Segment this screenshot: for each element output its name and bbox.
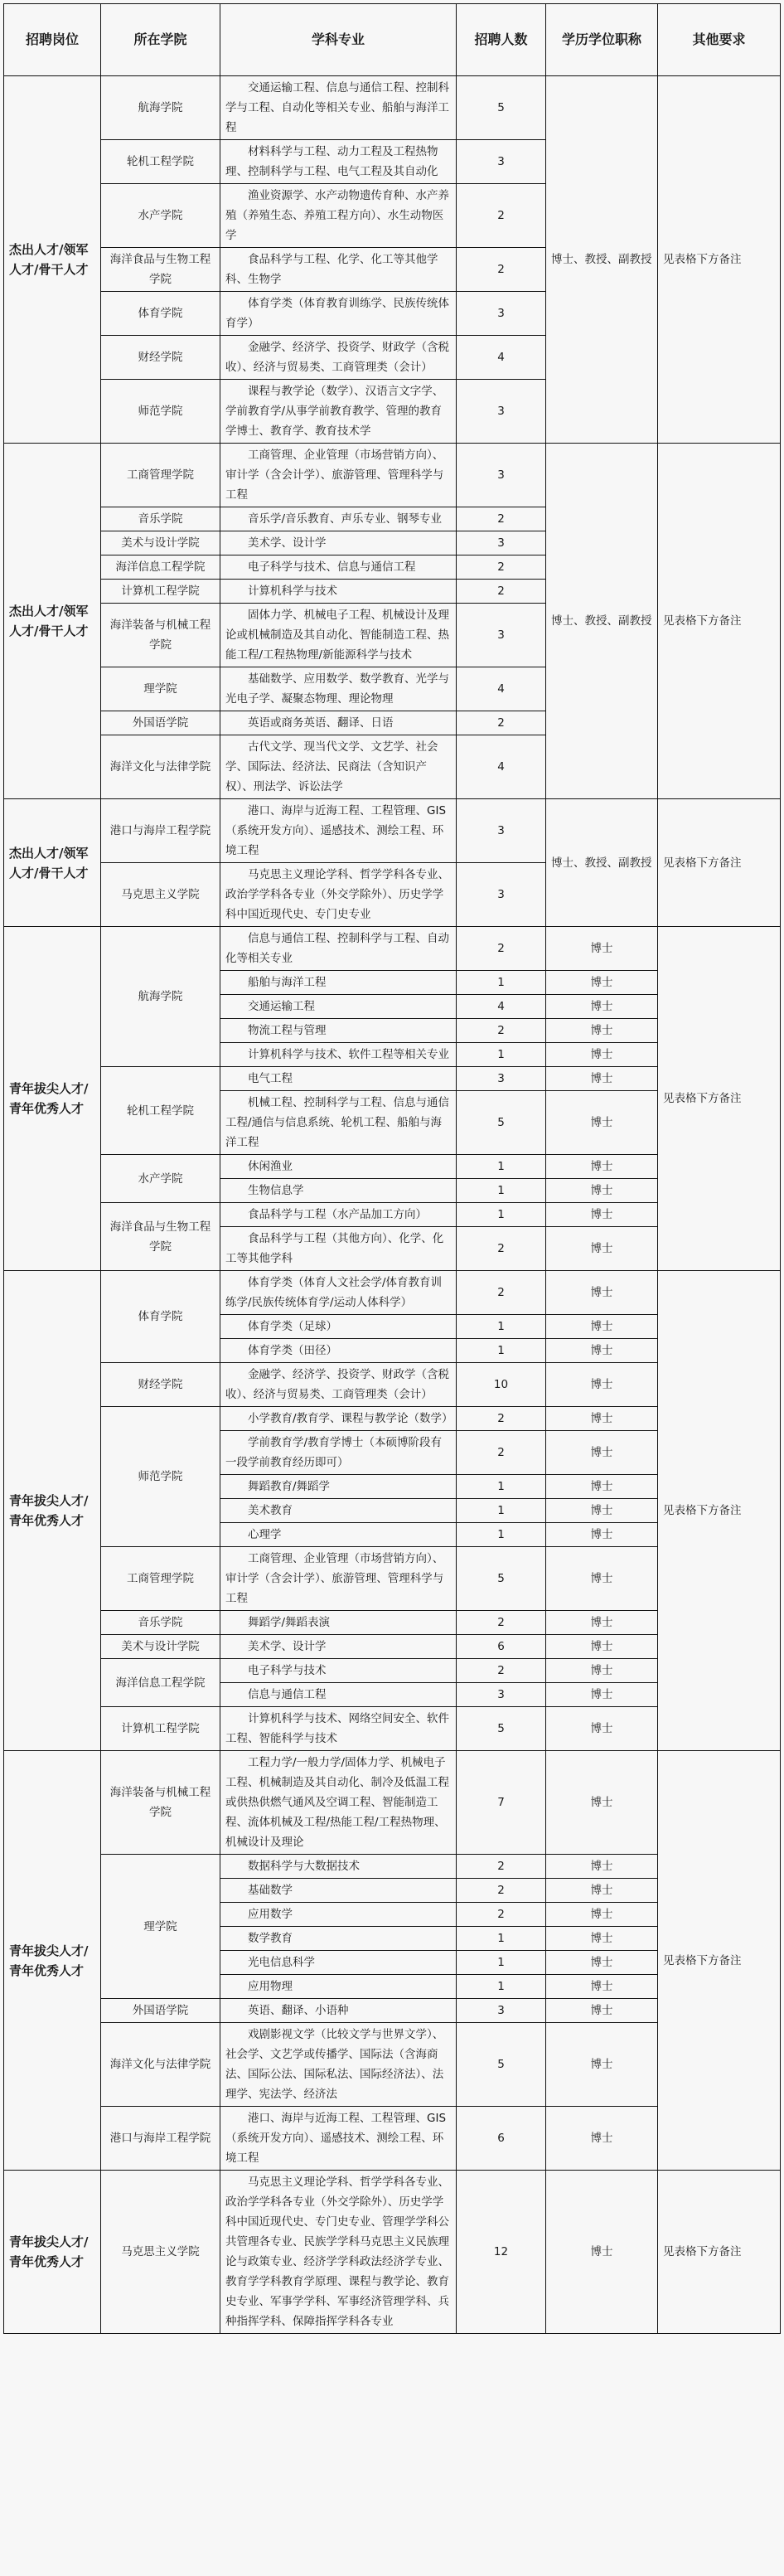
major-cell: 固体力学、机械电子工程、机械设计及理论或机械制造及其自动化、智能制造工程、热能工程/工程热物理/新能源科学与技术: [220, 604, 457, 667]
degree-cell: 博士: [546, 1271, 658, 1315]
degree-cell: 博士: [546, 1707, 658, 1751]
count-cell: 3: [457, 444, 546, 507]
recruitment-table: [3, 3, 781, 2334]
other-requirements-cell: 见表格下方备注: [658, 444, 781, 799]
major-cell: 马克思主义理论学科、哲学学科各专业、政治学学科各专业（外交学除外）、历史学学科中国近现代史、专门史专业、管理学学科公共管理各专业、民族学学科马克思主义民族理论与政策专业、经济学学科政法经济学专业、教育学学科教育学原理、课程与教学论、教育史专业、军事学学科、军事经济管理学科、兵种指挥学科、保障指挥学科各专业: [220, 2171, 457, 2334]
post-cell: 青年拔尖人才/青年优秀人才: [4, 927, 101, 1271]
count-cell: 2: [457, 507, 546, 531]
table-row: [4, 2171, 781, 2334]
header-other: 其他要求: [658, 4, 781, 76]
major-cell: 船舶与海洋工程: [220, 971, 457, 995]
post-cell: 杰出人才/领军人才/骨干人才: [4, 799, 101, 927]
degree-cell: 博士: [546, 2107, 658, 2171]
degree-cell: 博士: [546, 1975, 658, 1999]
count-cell: 1: [457, 1975, 546, 1999]
count-cell: 12: [457, 2171, 546, 2334]
major-cell: 交通运输工程: [220, 995, 457, 1019]
count-cell: 3: [457, 604, 546, 667]
count-cell: 2: [457, 927, 546, 971]
college-cell: 海洋食品与生物工程学院: [101, 248, 220, 292]
college-cell: 计算机工程学院: [101, 1707, 220, 1751]
count-cell: 2: [457, 1227, 546, 1271]
major-cell: 食品科学与工程（其他方向）、化学、化工等其他学科: [220, 1227, 457, 1271]
major-cell: 渔业资源学、水产动物遗传育种、水产养殖（养殖生态、养殖工程方向）、水生动物医学: [220, 184, 457, 248]
degree-cell: 博士: [546, 1903, 658, 1927]
count-cell: 1: [457, 1475, 546, 1499]
major-cell: 工程力学/一般力学/固体力学、机械电子工程、机械制造及其自动化、制冷及低温工程或供热供燃气通风及空调工程、智能制造工程、流体机械及工程/热能工程/工程热物理、机械设计及理论: [220, 1751, 457, 1855]
count-cell: 3: [457, 1067, 546, 1091]
count-cell: 3: [457, 140, 546, 184]
header-row: [4, 4, 781, 76]
degree-cell: 博士: [546, 1339, 658, 1363]
count-cell: 3: [457, 380, 546, 444]
degree-cell: 博士: [546, 1683, 658, 1707]
major-cell: 机械工程、控制科学与工程、信息与通信工程/通信与信息系统、轮机工程、船舶与海洋工程: [220, 1091, 457, 1155]
degree-cell: 博士: [546, 927, 658, 971]
major-cell: 美术学、设计学: [220, 1635, 457, 1659]
count-cell: 7: [457, 1751, 546, 1855]
major-cell: 英语、翻译、小语种: [220, 1999, 457, 2023]
major-cell: 体育学类（体育教育训练学、民族传统体育学）: [220, 292, 457, 336]
major-cell: 交通运输工程、信息与通信工程、控制科学与工程、自动化等相关专业、船舶与海洋工程: [220, 76, 457, 140]
degree-cell: 博士: [546, 1227, 658, 1271]
degree-cell: 博士: [546, 1043, 658, 1067]
college-cell: 马克思主义学院: [101, 863, 220, 927]
degree-cell: 博士: [546, 1879, 658, 1903]
header-post: 招聘岗位: [4, 4, 101, 76]
major-cell: 美术学、设计学: [220, 531, 457, 555]
degree-cell: 博士: [546, 1751, 658, 1855]
degree-cell: 博士: [546, 2171, 658, 2334]
degree-cell: 博士: [546, 1523, 658, 1547]
major-cell: 体育学类（足球）: [220, 1315, 457, 1339]
major-cell: 基础数学、应用数学、数学教育、光学与光电子学、凝聚态物理、理论物理: [220, 667, 457, 711]
degree-cell: 博士: [546, 1475, 658, 1499]
degree-cell: 博士: [546, 971, 658, 995]
major-cell: 马克思主义理论学科、哲学学科各专业、政治学学科各专业（外交学除外）、历史学学科中国近现代史、专门史专业: [220, 863, 457, 927]
degree-cell: 博士: [546, 1155, 658, 1179]
count-cell: 2: [457, 1879, 546, 1903]
count-cell: 3: [457, 1683, 546, 1707]
count-cell: 2: [457, 184, 546, 248]
degree-cell: 博士: [546, 2023, 658, 2107]
count-cell: 2: [457, 1019, 546, 1043]
major-cell: 音乐学/音乐教育、声乐专业、钢琴专业: [220, 507, 457, 531]
other-requirements-cell: 见表格下方备注: [658, 76, 781, 444]
degree-cell: 博士: [546, 1999, 658, 2023]
college-cell: 美术与设计学院: [101, 1635, 220, 1659]
degree-cell: 博士: [546, 1951, 658, 1975]
degree-cell: 博士: [546, 1855, 658, 1879]
college-cell: 海洋文化与法律学院: [101, 2023, 220, 2107]
count-cell: 2: [457, 248, 546, 292]
major-cell: 电气工程: [220, 1067, 457, 1091]
college-cell: 音乐学院: [101, 1611, 220, 1635]
count-cell: 1: [457, 1315, 546, 1339]
degree-cell: 博士: [546, 1927, 658, 1951]
major-cell: 舞蹈教育/舞蹈学: [220, 1475, 457, 1499]
major-cell: 应用数学: [220, 1903, 457, 1927]
major-cell: 电子科学与技术、信息与通信工程: [220, 555, 457, 580]
count-cell: 1: [457, 1951, 546, 1975]
post-cell: 杰出人才/领军人才/骨干人才: [4, 76, 101, 444]
table-row: [4, 799, 781, 863]
header-count: 招聘人数: [457, 4, 546, 76]
major-cell: 金融学、经济学、投资学、财政学（含税收）、经济与贸易类、工商管理类（会计）: [220, 336, 457, 380]
count-cell: 2: [457, 711, 546, 735]
major-cell: 计算机科学与技术、网络空间安全、软件工程、智能科学与技术: [220, 1707, 457, 1751]
count-cell: 3: [457, 292, 546, 336]
count-cell: 5: [457, 1091, 546, 1155]
college-cell: 马克思主义学院: [101, 2171, 220, 2334]
table-row: [4, 444, 781, 507]
college-cell: 海洋装备与机械工程学院: [101, 1751, 220, 1855]
other-requirements-cell: 见表格下方备注: [658, 2171, 781, 2334]
college-cell: 外国语学院: [101, 711, 220, 735]
major-cell: 美术教育: [220, 1499, 457, 1523]
table-row: [4, 1751, 781, 1855]
major-cell: 心理学: [220, 1523, 457, 1547]
degree-cell: 博士: [546, 1363, 658, 1407]
count-cell: 1: [457, 1927, 546, 1951]
major-cell: 金融学、经济学、投资学、财政学（含税收）、经济与贸易类、工商管理类（会计）: [220, 1363, 457, 1407]
college-cell: 海洋食品与生物工程学院: [101, 1203, 220, 1271]
post-cell: 青年拔尖人才/青年优秀人才: [4, 1751, 101, 2171]
college-cell: 水产学院: [101, 1155, 220, 1203]
major-cell: 食品科学与工程、化学、化工等其他学科、生物学: [220, 248, 457, 292]
count-cell: 2: [457, 580, 546, 604]
count-cell: 2: [457, 1611, 546, 1635]
count-cell: 2: [457, 1903, 546, 1927]
count-cell: 5: [457, 1707, 546, 1751]
college-cell: 工商管理学院: [101, 444, 220, 507]
degree-cell: 博士: [546, 1407, 658, 1431]
post-cell: 杰出人才/领军人才/骨干人才: [4, 444, 101, 799]
count-cell: 3: [457, 1999, 546, 2023]
college-cell: 港口与海岸工程学院: [101, 2107, 220, 2171]
degree-cell: 博士: [546, 1431, 658, 1475]
count-cell: 1: [457, 971, 546, 995]
major-cell: 英语或商务英语、翻译、日语: [220, 711, 457, 735]
college-cell: 美术与设计学院: [101, 531, 220, 555]
major-cell: 应用物理: [220, 1975, 457, 1999]
major-cell: 数学教育: [220, 1927, 457, 1951]
college-cell: 轮机工程学院: [101, 140, 220, 184]
major-cell: 食品科学与工程（水产品加工方向）: [220, 1203, 457, 1227]
degree-cell: 博士、教授、副教授: [546, 76, 658, 444]
table-body: [4, 76, 781, 2334]
count-cell: 2: [457, 555, 546, 580]
degree-cell: 博士: [546, 1635, 658, 1659]
count-cell: 4: [457, 667, 546, 711]
college-cell: 音乐学院: [101, 507, 220, 531]
major-cell: 计算机科学与技术、软件工程等相关专业: [220, 1043, 457, 1067]
degree-cell: 博士: [546, 1179, 658, 1203]
count-cell: 1: [457, 1499, 546, 1523]
major-cell: 信息与通信工程、控制科学与工程、自动化等相关专业: [220, 927, 457, 971]
major-cell: 休闲渔业: [220, 1155, 457, 1179]
college-cell: 水产学院: [101, 184, 220, 248]
degree-cell: 博士、教授、副教授: [546, 799, 658, 927]
count-cell: 3: [457, 531, 546, 555]
degree-cell: 博士: [546, 1203, 658, 1227]
degree-cell: 博士、教授、副教授: [546, 444, 658, 799]
major-cell: 电子科学与技术: [220, 1659, 457, 1683]
college-cell: 轮机工程学院: [101, 1067, 220, 1155]
header-major: 学科专业: [220, 4, 457, 76]
count-cell: 1: [457, 1043, 546, 1067]
count-cell: 1: [457, 1523, 546, 1547]
table-row: [4, 927, 781, 971]
college-cell: 港口与海岸工程学院: [101, 799, 220, 863]
count-cell: 2: [457, 1855, 546, 1879]
major-cell: 体育学类（体育人文社会学/体育教育训练学/民族传统体育学/运动人体科学）: [220, 1271, 457, 1315]
other-requirements-cell: 见表格下方备注: [658, 799, 781, 927]
table-row: [4, 76, 781, 140]
college-cell: 理学院: [101, 1855, 220, 1999]
major-cell: 学前教育学/教育学博士（本硕博阶段有一段学前教育经历即可）: [220, 1431, 457, 1475]
college-cell: 体育学院: [101, 1271, 220, 1363]
count-cell: 1: [457, 1203, 546, 1227]
major-cell: 课程与教学论（数学）、汉语言文字学、学前教育学/从事学前教育教学、管理的教育学博士、教育学、教育技术学: [220, 380, 457, 444]
other-requirements-cell: 见表格下方备注: [658, 1271, 781, 1751]
degree-cell: 博士: [546, 1315, 658, 1339]
count-cell: 2: [457, 1431, 546, 1475]
count-cell: 4: [457, 336, 546, 380]
college-cell: 海洋文化与法律学院: [101, 735, 220, 799]
count-cell: 5: [457, 76, 546, 140]
post-cell: 青年拔尖人才/青年优秀人才: [4, 1271, 101, 1751]
count-cell: 2: [457, 1659, 546, 1683]
college-cell: 外国语学院: [101, 1999, 220, 2023]
major-cell: 物流工程与管理: [220, 1019, 457, 1043]
college-cell: 航海学院: [101, 76, 220, 140]
count-cell: 1: [457, 1155, 546, 1179]
degree-cell: 博士: [546, 1611, 658, 1635]
count-cell: 10: [457, 1363, 546, 1407]
major-cell: 信息与通信工程: [220, 1683, 457, 1707]
count-cell: 4: [457, 735, 546, 799]
header-degree: 学历学位职称: [546, 4, 658, 76]
college-cell: 海洋信息工程学院: [101, 555, 220, 580]
major-cell: 工商管理、企业管理（市场营销方向）、审计学（含会计学）、旅游管理、管理科学与工程: [220, 444, 457, 507]
major-cell: 舞蹈学/舞蹈表演: [220, 1611, 457, 1635]
degree-cell: 博士: [546, 1067, 658, 1091]
major-cell: 港口、海岸与近海工程、工程管理、GIS（系统开发方向）、遥感技术、测绘工程、环境工程: [220, 2107, 457, 2171]
college-cell: 计算机工程学院: [101, 580, 220, 604]
college-cell: 理学院: [101, 667, 220, 711]
major-cell: 小学教育/教育学、课程与教学论（数学）: [220, 1407, 457, 1431]
degree-cell: 博士: [546, 1019, 658, 1043]
major-cell: 古代文学、现当代文学、文艺学、社会学、国际法、经济法、民商法（含知识产权）、刑法学、诉讼法学: [220, 735, 457, 799]
count-cell: 2: [457, 1407, 546, 1431]
table-row: [4, 1271, 781, 1315]
college-cell: 体育学院: [101, 292, 220, 336]
major-cell: 光电信息科学: [220, 1951, 457, 1975]
count-cell: 5: [457, 2023, 546, 2107]
college-cell: 航海学院: [101, 927, 220, 1067]
major-cell: 计算机科学与技术: [220, 580, 457, 604]
college-cell: 财经学院: [101, 1363, 220, 1407]
college-cell: 工商管理学院: [101, 1547, 220, 1611]
count-cell: 6: [457, 2107, 546, 2171]
count-cell: 6: [457, 1635, 546, 1659]
degree-cell: 博士: [546, 1091, 658, 1155]
count-cell: 3: [457, 863, 546, 927]
post-cell: 青年拔尖人才/青年优秀人才: [4, 2171, 101, 2334]
count-cell: 5: [457, 1547, 546, 1611]
major-cell: 材料科学与工程、动力工程及工程热物理、控制科学与工程、电气工程及其自动化: [220, 140, 457, 184]
count-cell: 3: [457, 799, 546, 863]
other-requirements-cell: 见表格下方备注: [658, 927, 781, 1271]
major-cell: 基础数学: [220, 1879, 457, 1903]
count-cell: 1: [457, 1339, 546, 1363]
major-cell: 港口、海岸与近海工程、工程管理、GIS（系统开发方向）、遥感技术、测绘工程、环境工程: [220, 799, 457, 863]
count-cell: 2: [457, 1271, 546, 1315]
count-cell: 1: [457, 1179, 546, 1203]
degree-cell: 博士: [546, 1659, 658, 1683]
college-cell: 海洋信息工程学院: [101, 1659, 220, 1707]
college-cell: 财经学院: [101, 336, 220, 380]
college-cell: 师范学院: [101, 380, 220, 444]
major-cell: 体育学类（田径）: [220, 1339, 457, 1363]
degree-cell: 博士: [546, 995, 658, 1019]
degree-cell: 博士: [546, 1547, 658, 1611]
header-college: 所在学院: [101, 4, 220, 76]
other-requirements-cell: 见表格下方备注: [658, 1751, 781, 2171]
count-cell: 4: [457, 995, 546, 1019]
college-cell: 海洋装备与机械工程学院: [101, 604, 220, 667]
college-cell: 师范学院: [101, 1407, 220, 1547]
major-cell: 生物信息学: [220, 1179, 457, 1203]
degree-cell: 博士: [546, 1499, 658, 1523]
major-cell: 工商管理、企业管理（市场营销方向）、审计学（含会计学）、旅游管理、管理科学与工程: [220, 1547, 457, 1611]
major-cell: 数据科学与大数据技术: [220, 1855, 457, 1879]
major-cell: 戏剧影视文学（比较文学与世界文学）、社会学、文艺学或传播学、国际法（含海商法、国际公法、国际私法、国际经济法）、法理学、宪法学、经济法: [220, 2023, 457, 2107]
